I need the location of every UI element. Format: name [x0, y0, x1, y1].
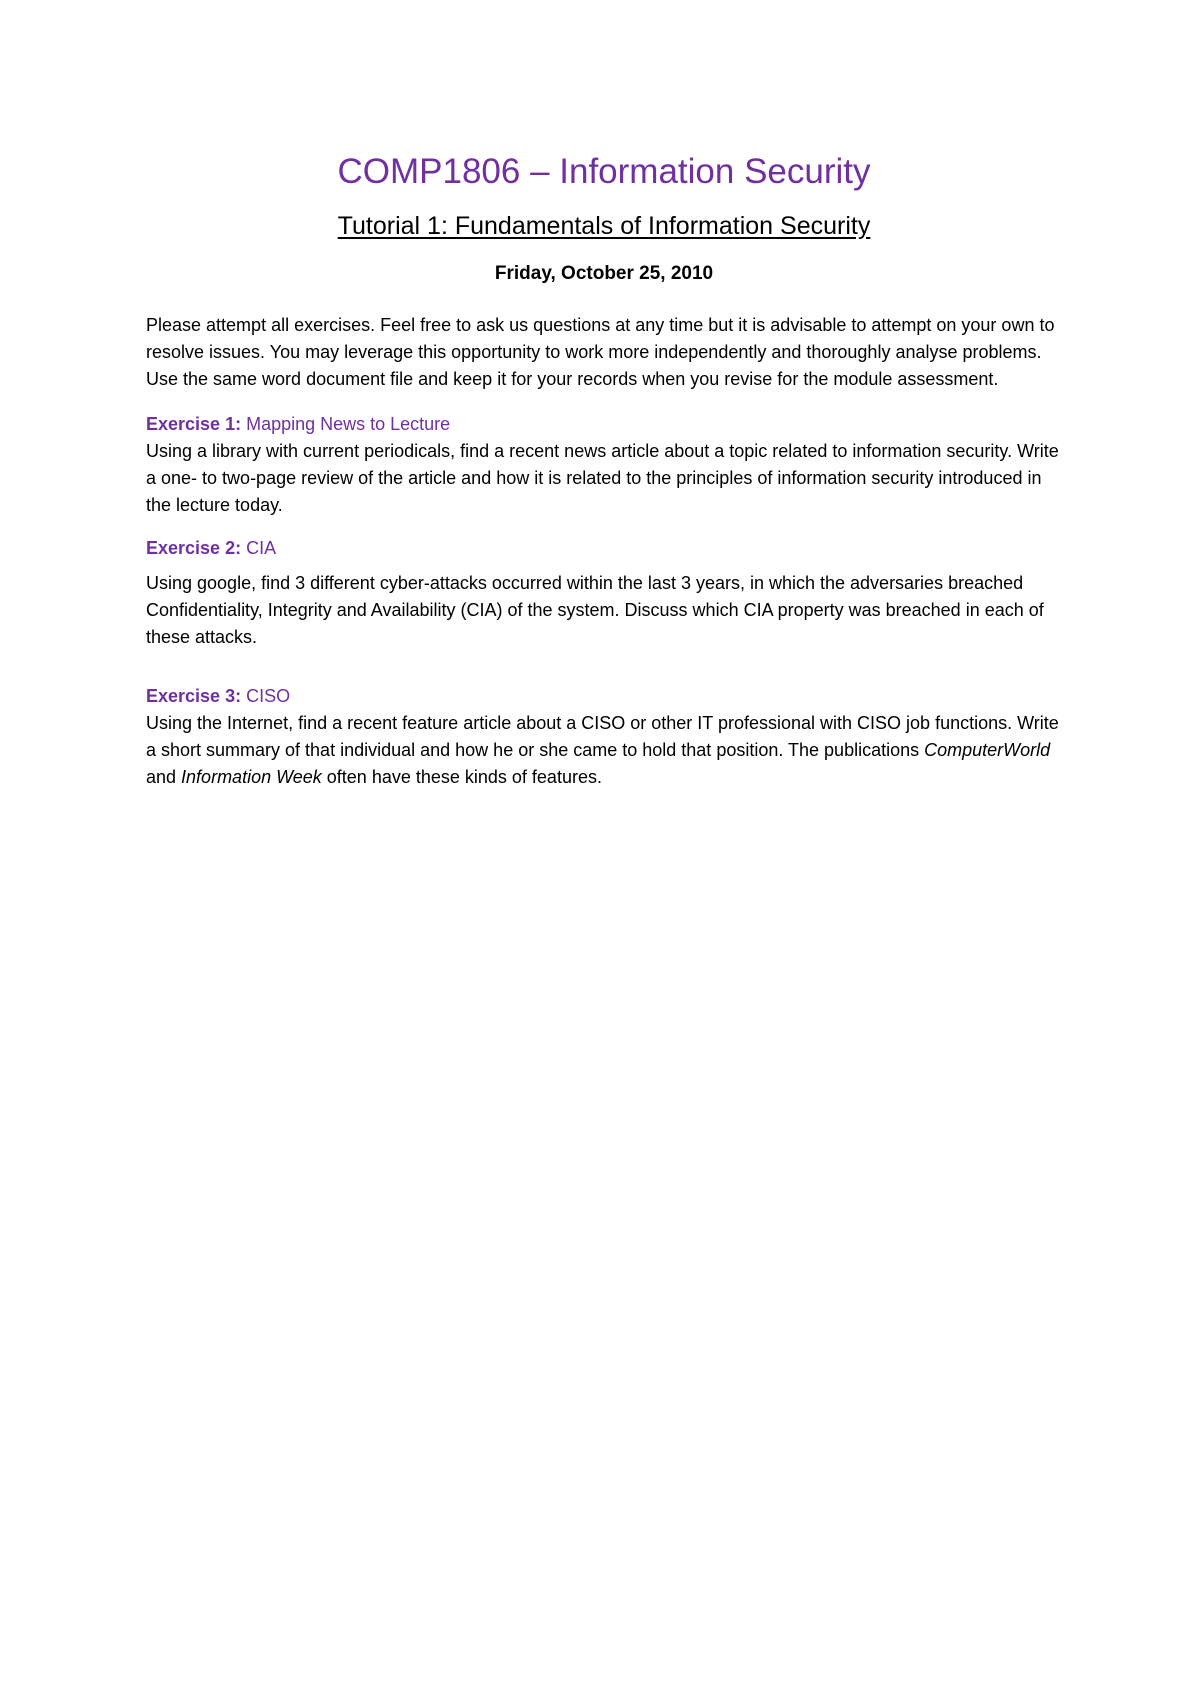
exercise-3-name: CISO — [241, 686, 291, 706]
exercise-2-heading — [146, 535, 1062, 562]
document-content — [146, 148, 1062, 791]
exercise-3-body-start: Using the Internet, find a recent feature article about a CISO or other IT professional with CISO job functions. Write a short summary of that individual and how he or she came to hold that position. The publications — [146, 713, 1059, 760]
publication-computerworld: ComputerWorld — [924, 740, 1051, 760]
document-title: COMP1806 – Information Security — [337, 152, 871, 191]
exercise-3-body-mid: and — [146, 767, 182, 787]
exercise-3-label: Exercise 3: — [146, 686, 242, 706]
exercise-2-label: Exercise 2: — [146, 538, 242, 558]
intro-paragraph: Please attempt all exercises. Feel free to ask us questions at any time but it is advisable to attempt on your own to resolve issues. You may leverage this opportunity to work more independently and thoroughly analyse problems. Use the same word document file and keep it for your records when you revise for the module assessment. — [146, 315, 1055, 389]
exercise-3-body-end: often have these kinds of features. — [321, 767, 602, 787]
exercise-3-heading — [146, 683, 1062, 710]
exercise-2-body: Using google, find 3 different cyber-attacks occurred within the last 3 years, in which the adversaries breached Confidentiality, Integrity and Availability (CIA) of the system. Discuss which CIA property was breached in each of these attacks. — [146, 573, 1044, 647]
exercise-1-name: Mapping News to Lecture — [241, 414, 451, 434]
exercise-3-body — [146, 710, 1062, 791]
document-subtitle: Tutorial 1: Fundamentals of Information Security — [337, 212, 871, 240]
exercise-2-name: CIA — [241, 538, 277, 558]
document-date: Friday, October 25, 2010 — [494, 263, 714, 284]
publication-information-week: Information Week — [181, 767, 322, 787]
exercise-1-heading — [146, 411, 1062, 438]
exercise-1-label: Exercise 1: — [146, 414, 242, 434]
exercise-1-body: Using a library with current periodicals, find a recent news article about a topic related to information security. Write a one- to two-page review of the article and how it is related to the principles of information security introduced in the lecture today. — [146, 441, 1059, 515]
